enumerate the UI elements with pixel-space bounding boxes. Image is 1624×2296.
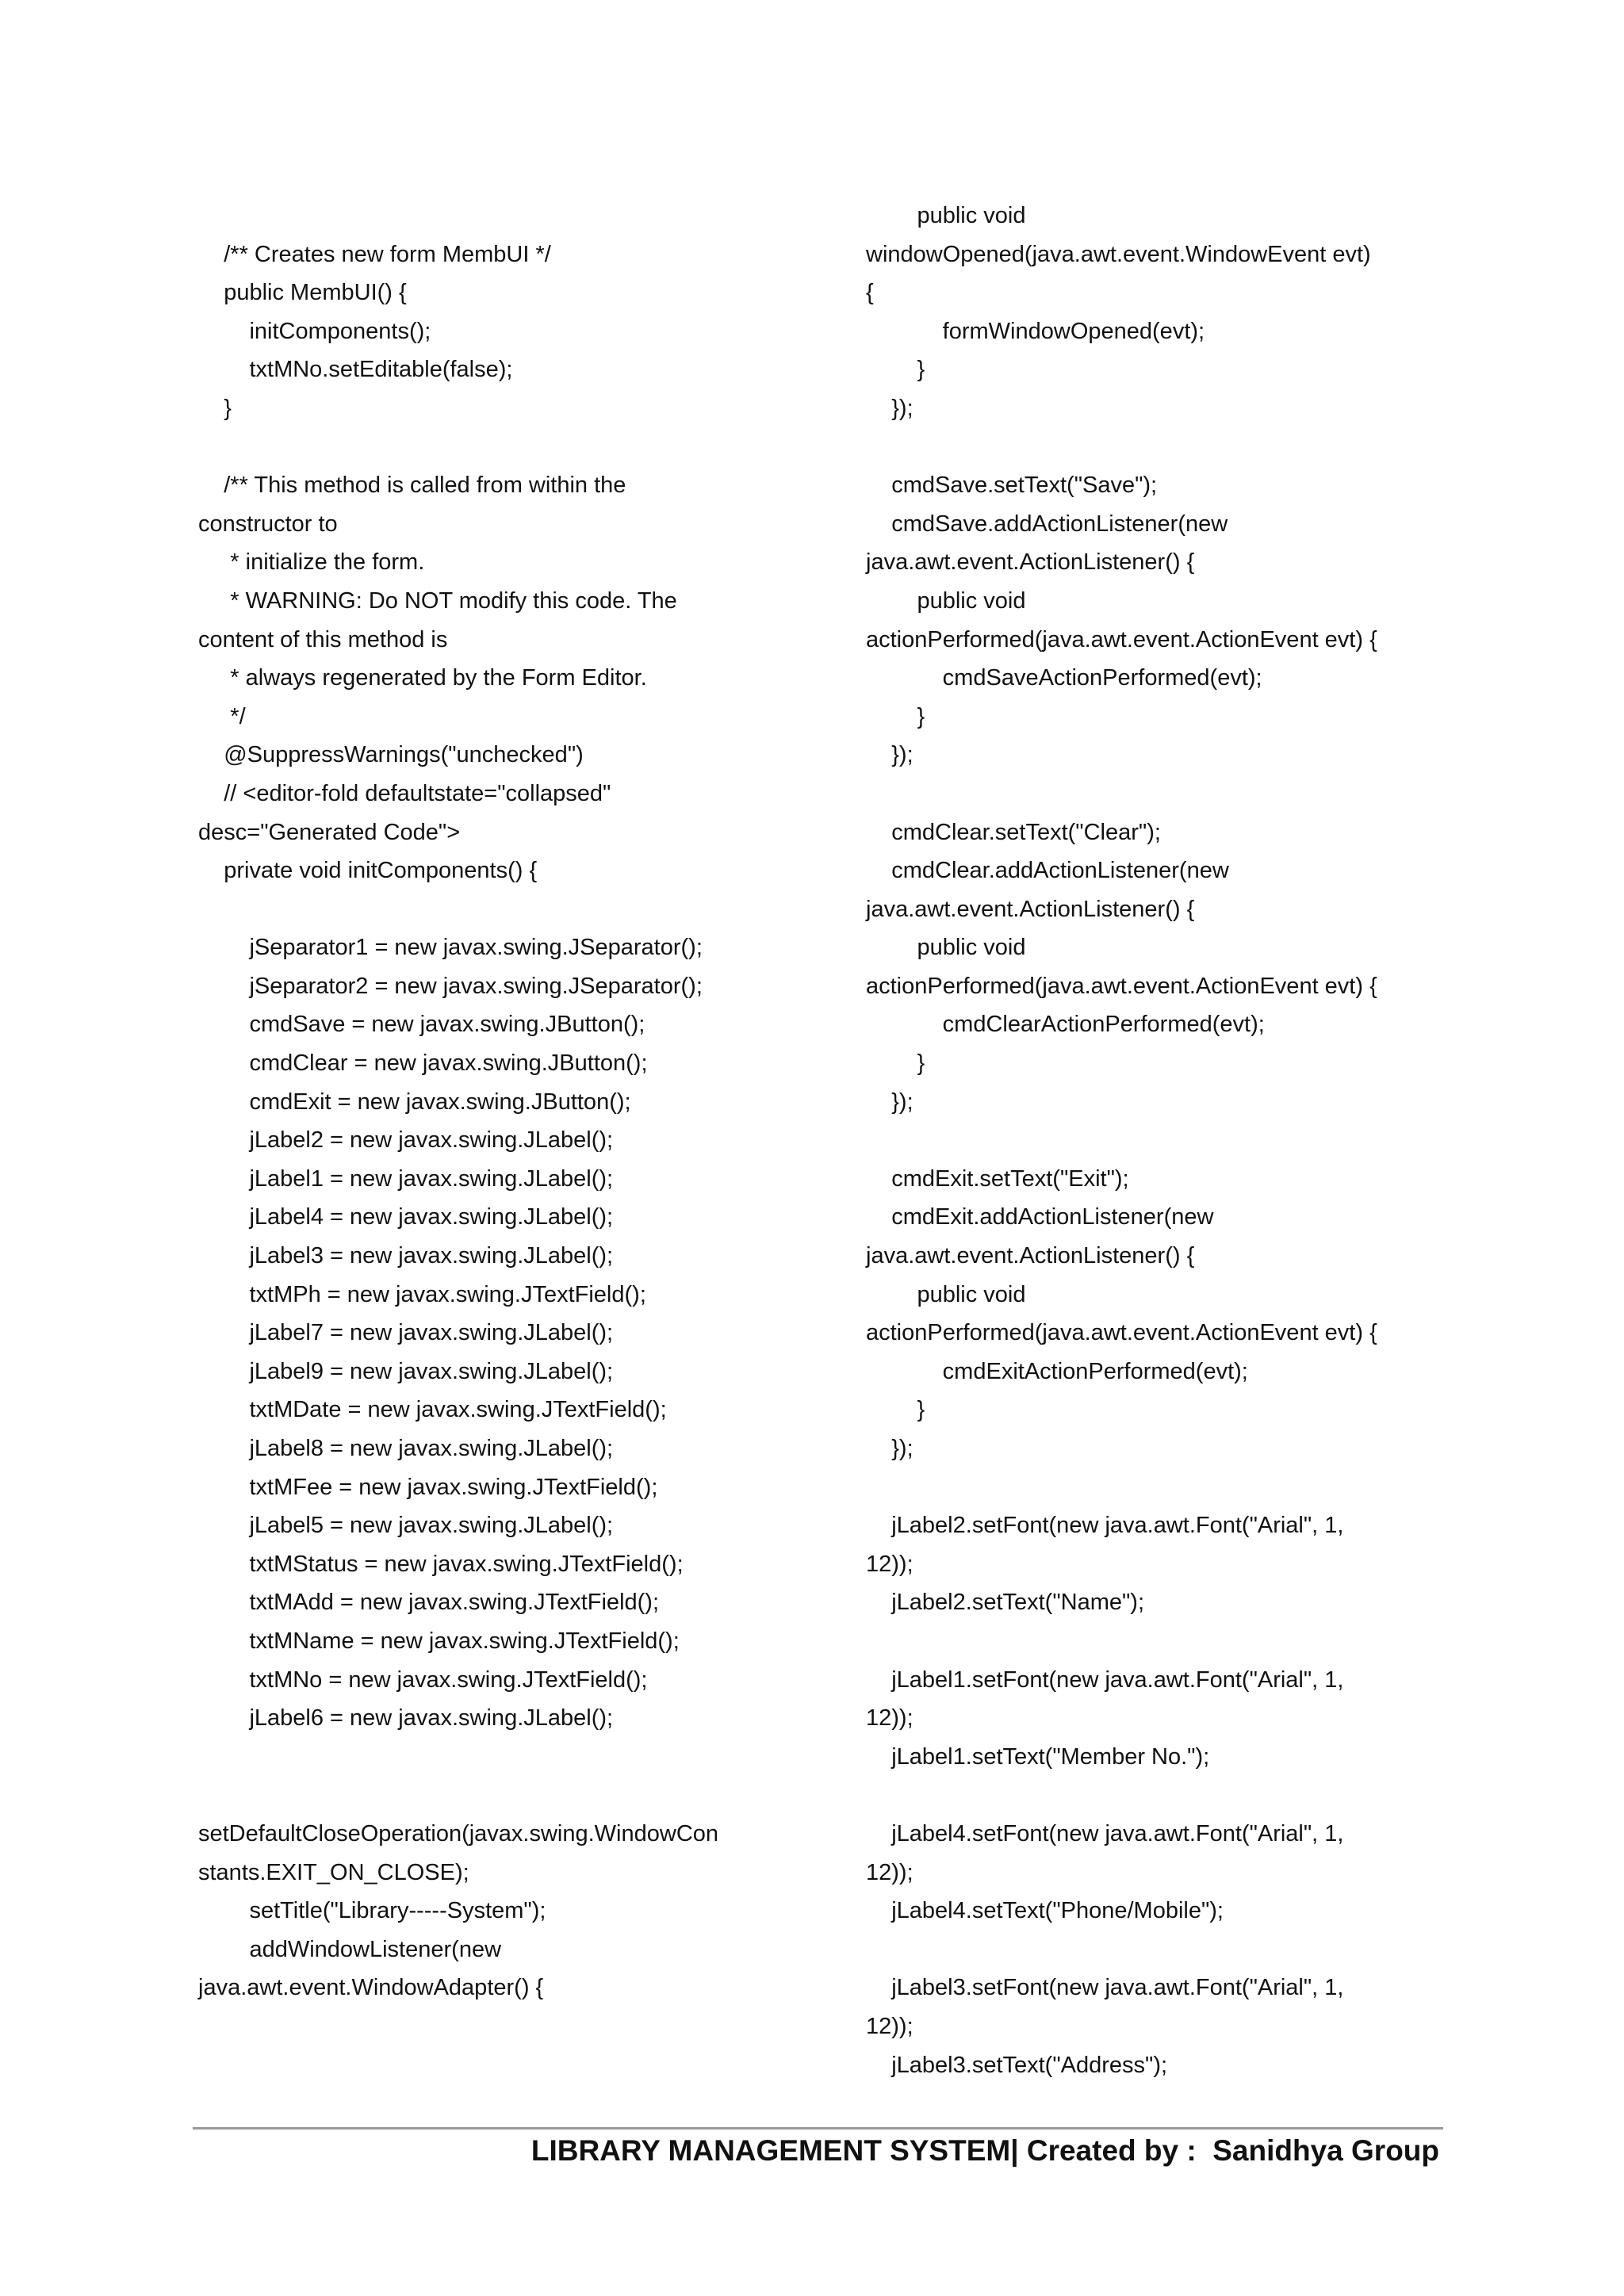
code-line: addWindowListener(new [198, 1936, 502, 1962]
code-line [866, 1622, 1469, 1661]
code-line: txtMNo = new javax.swing.JTextField(); [198, 1667, 648, 1693]
code-line: txtMFee = new javax.swing.JTextField(); [198, 1474, 658, 1500]
code-line [866, 1776, 1469, 1815]
code-line: public void [866, 935, 1026, 961]
code-line: cmdExitActionPerformed(evt); [866, 1358, 1248, 1384]
code-line: jLabel9 = new javax.swing.JLabel(); [198, 1358, 614, 1384]
code-line: jLabel7 = new javax.swing.JLabel(); [198, 1320, 614, 1346]
code-line: jLabel2 = new javax.swing.JLabel(); [198, 1127, 614, 1154]
code-line: cmdClear.addActionListener(new [866, 858, 1229, 884]
code-line: */ [198, 703, 246, 729]
code-line: jLabel3.setText("Address"); [866, 2052, 1168, 2078]
code-line: } [866, 1050, 925, 1077]
code-line: jLabel8 = new javax.swing.JLabel(); [198, 1436, 614, 1461]
code-line: } [866, 357, 925, 383]
code-line: * always regenerated by the Form Editor. [198, 665, 647, 691]
code-line [198, 197, 785, 235]
code-line: cmdClear.setText("Clear"); [866, 819, 1161, 845]
code-line: java.awt.event.WindowAdapter() { [198, 1975, 544, 2001]
code-line: cmdExit.addActionListener(new [866, 1204, 1214, 1230]
code-line: * initialize the form. [198, 549, 425, 576]
code-line: cmdSave.setText("Save"); [866, 473, 1158, 499]
code-line: cmdSave = new javax.swing.JButton(); [198, 1012, 645, 1038]
code-line: cmdClearActionPerformed(evt); [866, 1012, 1265, 1038]
code-line: jLabel5 = new javax.swing.JLabel(); [198, 1513, 614, 1539]
code-line: public void [866, 587, 1026, 614]
code-line: 12)); [866, 1551, 914, 1577]
code-line: } [866, 1397, 925, 1423]
code-line: txtMAdd = new javax.swing.JTextField(); [198, 1590, 660, 1616]
code-line: jSeparator2 = new javax.swing.JSeparator(); [198, 973, 703, 999]
code-line: setTitle("Library-----System"); [198, 1898, 546, 1924]
footer-text: LIBRARY MANAGEMENT SYSTEM| Created by : Sanidhya Group [530, 2134, 1439, 2167]
code-line: formWindowOpened(evt); [866, 318, 1205, 344]
code-line [198, 1738, 785, 1777]
code-line: }); [866, 395, 914, 421]
code-line: actionPerformed(java.awt.event.ActionEvent evt) { [866, 1320, 1377, 1346]
code-line: /** Creates new form MembUI */ [198, 241, 551, 267]
code-line [198, 428, 785, 467]
code-line: java.awt.event.ActionListener() { [866, 896, 1195, 922]
code-line: private void initComponents() { [198, 858, 538, 884]
code-line: jLabel1 = new javax.swing.JLabel(); [198, 1165, 614, 1192]
footer-divider [193, 2127, 1443, 2130]
code-line: jLabel4.setFont(new java.awt.Font("Arial", 1, [866, 1820, 1344, 1846]
code-line: txtMStatus = new javax.swing.JTextField(); [198, 1551, 684, 1577]
code-line: public MembUI() { [198, 280, 407, 306]
code-line: cmdClear = new javax.swing.JButton(); [198, 1050, 648, 1077]
code-line: public void [866, 203, 1026, 228]
code-line: txtMName = new javax.swing.JTextField(); [198, 1628, 680, 1654]
code-line: initComponents(); [198, 318, 431, 344]
code-line: { [866, 280, 874, 306]
code-line: txtMDate = new javax.swing.JTextField(); [198, 1397, 667, 1423]
code-column-left [198, 197, 785, 2007]
code-line: /** This method is called from within the [198, 473, 626, 499]
code-line: java.awt.event.ActionListener() { [866, 549, 1195, 576]
code-line: jLabel3 = new javax.swing.JLabel(); [198, 1243, 614, 1269]
code-line: } [198, 395, 232, 421]
code-line: public void [866, 1281, 1026, 1307]
code-line [866, 775, 1469, 813]
code-line: jSeparator1 = new javax.swing.JSeparator(); [198, 935, 703, 961]
code-line: content of this method is [198, 626, 448, 652]
code-line: @SuppressWarnings("unchecked") [198, 742, 584, 768]
code-line: actionPerformed(java.awt.event.ActionEvent evt) { [866, 626, 1377, 652]
code-line: jLabel4.setText("Phone/Mobile"); [866, 1898, 1224, 1924]
code-line [198, 1776, 785, 1815]
code-line: }); [866, 742, 914, 768]
code-line: // <editor-fold defaultstate="collapsed" [198, 780, 611, 806]
code-line: constructor to [198, 511, 338, 537]
code-line: desc="Generated Code"> [198, 819, 461, 845]
code-line: 12)); [866, 1859, 914, 1885]
code-line: jLabel3.setFont(new java.awt.Font("Arial", 1, [866, 1975, 1344, 2001]
code-line: }); [866, 1089, 914, 1115]
code-line: txtMNo.setEditable(false); [198, 357, 513, 383]
code-line [866, 428, 1469, 467]
code-line: windowOpened(java.awt.event.WindowEvent evt) [866, 241, 1371, 267]
code-line: setDefaultCloseOperation(javax.swing.WindowCon [198, 1820, 719, 1846]
code-line: cmdSaveActionPerformed(evt); [866, 665, 1262, 691]
code-column-right [866, 197, 1469, 2084]
code-line: jLabel1.setFont(new java.awt.Font("Arial", 1, [866, 1667, 1344, 1693]
code-line [198, 890, 785, 929]
code-line: stants.EXIT_ON_CLOSE); [198, 1859, 469, 1885]
code-line [866, 1931, 1469, 1969]
code-line [866, 1121, 1469, 1160]
code-line: actionPerformed(java.awt.event.ActionEvent evt) { [866, 973, 1377, 999]
code-line: jLabel4 = new javax.swing.JLabel(); [198, 1204, 614, 1230]
code-line: jLabel6 = new javax.swing.JLabel(); [198, 1705, 614, 1732]
code-line: } [866, 703, 925, 729]
code-line: cmdSave.addActionListener(new [866, 511, 1228, 537]
code-line: * WARNING: Do NOT modify this code. The [198, 587, 677, 614]
code-line: }); [866, 1436, 914, 1461]
code-line: 12)); [866, 2013, 914, 2039]
code-line: jLabel1.setText("Member No."); [866, 1743, 1210, 1770]
code-line: cmdExit.setText("Exit"); [866, 1165, 1129, 1192]
code-line: cmdExit = new javax.swing.JButton(); [198, 1089, 631, 1115]
code-line [866, 1468, 1469, 1507]
code-line: jLabel2.setText("Name"); [866, 1590, 1145, 1616]
code-line: java.awt.event.ActionListener() { [866, 1243, 1195, 1269]
code-line: jLabel2.setFont(new java.awt.Font("Arial", 1, [866, 1513, 1344, 1539]
code-line: 12)); [866, 1705, 914, 1732]
code-line: txtMPh = new javax.swing.JTextField(); [198, 1281, 646, 1307]
